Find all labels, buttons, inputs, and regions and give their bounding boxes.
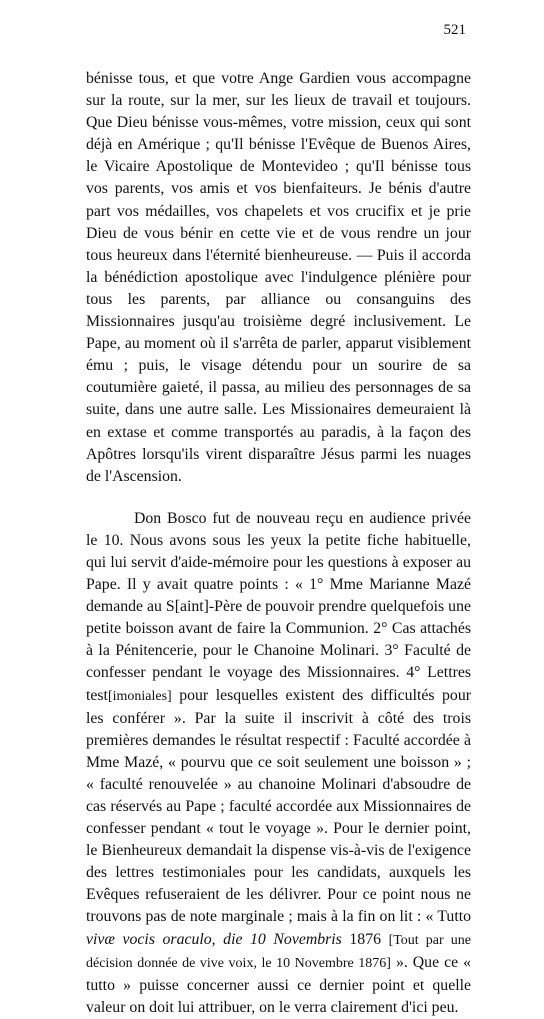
paragraph-text: ». Que ce « tutto » puisse concerner aussi ce dernier point et quelle valeur on doit lui attribuer, on le verra clairement d'ici peu. [86,953,471,1016]
paragraph-text: Don Bosco fut de nouveau reçu en audience privée le 10. Nous avons sous les yeux la petite fiche habituelle, qui lui servit d'aide-mémoire pour les questions à exposer au Pape. Il y avait quatre points : « 1° Mme Marianne Mazé demande au S[aint]-Père de pouvoir prendre quelquefois une petite boisson avant de faire la Communion. 2° Cas attachés à la Pénitencerie, pour le Chanoine Molinari. 3° Faculté de confesser pendant le voyage des Missionnaires. 4° Lettres test [86,509,471,704]
paragraph [86,508,471,1019]
italic-text: vivæ vocis oraculo, die 10 Novembris [86,930,342,948]
paragraph [86,68,471,488]
paragraph-text: 1876 [341,930,389,948]
body-text [86,68,471,1019]
editorial-insertion: [Tout par une décision donnée de vive voix, le 10 Novembre 1876] [86,932,471,971]
paragraph-text: bénisse tous, et que votre Ange Gardien vous accompagne sur la route, sur la mer, sur les lieux de travail et toujours. Que Dieu bénisse vous-mêmes, votre mission, ceux qui sont déjà en Amérique ; qu'Il bénisse l'Evêque de Buenos Aires, le Vicaire Apostolique de Montevideo ; qu'Il bénisse tous vos parents, vos amis et vos bienfaiteurs. Je bénis d'autre part vos médailles, vos chapelets et vos crucifix et je prie Dieu de vous bénir en cette vie et de vous rendre un jour tous heureux dans l'éternité bienheureuse. — Puis il accorda la bénédiction apostolique avec l'indulgence plénière pour tous les parents, par alliance ou consanguins des Missionnaires jusqu'au troisième degré inclusivement. Le Pape, au moment où il s'arrêta de parler, apparut visiblement ému ; puis, le visage détendu pour un sourire de sa coutumière gaieté, il passa, au milieu des personnages de sa suite, dans une autre salle. Les Missionaires demeuraient là en extase et comme transportés au paradis, à la façon des Apôtres lorsqu'ils virent disparaître Jésus parmi les nuages de l'Ascension. [86,70,471,485]
paragraph-text: pour lesquelles existent des difficultés pour les conférer ». Par la suite il inscrivit à côté des trois premières demandes le résultat respectif : Faculté accordée à Mme Mazé, « pourvu que ce soit seulement une boisson » ; « faculté renouvelée » au chanoine Molinari d'absoudre de cas réservés au Pape ; faculté accordée aux Missionnaires de confesser pendant « tout le voyage ». Pour le dernier point, le Bienheureux demandait la dispense vis-à-vis de l'exigence des lettres testimoniales pour les candidats, auxquels les Evêques refuseraient de les délivrer. Pour ce point nous ne trouvons pas de note marginale ; mais à la fin on lit : « Tutto [86,686,471,926]
editorial-insertion: [imoniales] [107,688,172,704]
page-number: 521 [443,22,466,38]
